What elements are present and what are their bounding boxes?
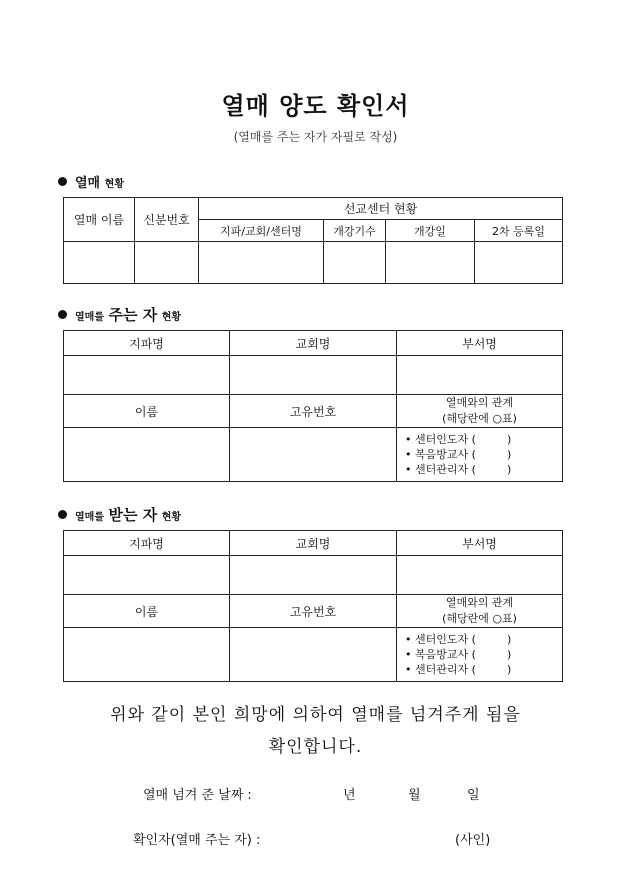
input-name[interactable] (64, 428, 230, 482)
bullet-icon (58, 310, 67, 319)
relation-instruction: (해당란에 ○표) (442, 612, 517, 625)
input-branch[interactable] (64, 556, 230, 595)
page-subtitle: (열매를 주는 자가 자필로 작성) (233, 130, 398, 144)
option-center-leader[interactable]: • 센터인도자 ( ) (405, 633, 512, 646)
header-name: 이름 (64, 595, 230, 628)
input-department[interactable] (397, 356, 563, 395)
signature-label: (사인) (455, 833, 491, 848)
header-branch: 지파명 (64, 531, 230, 556)
header-church: 교회명 (230, 531, 397, 556)
section-label-small: 열매를 (75, 512, 104, 523)
section-receiver-heading (58, 504, 181, 525)
relation-label: 열매와의 관계 (445, 396, 514, 409)
section-fruit-status-heading (58, 172, 124, 191)
header-branch: 지파명 (64, 331, 230, 356)
statement-line-1: 위와 같이 본인 희망에 의하여 열매를 넘겨주게 됨을 (110, 705, 521, 725)
header-center-status: 선교센터 현황 (199, 198, 563, 220)
relation-label: 열매와의 관계 (445, 596, 514, 609)
header-sessions: 개강기수 (324, 220, 386, 242)
header-second-registration: 2차 등록일 (475, 220, 563, 242)
day-label: 일 (467, 788, 480, 803)
section-label-small: 현황 (104, 179, 124, 190)
relation-options (397, 628, 563, 682)
giver-table (63, 330, 563, 482)
input-second-registration[interactable] (475, 242, 563, 284)
header-unique-number: 고유번호 (230, 395, 397, 428)
option-gospel-teacher[interactable]: • 복음방교사 ( ) (405, 448, 512, 461)
confirmer-label: 확인자(열매 주는 자) : (133, 833, 261, 848)
input-church[interactable] (230, 356, 397, 395)
input-department[interactable] (397, 556, 563, 595)
section-label-small: 열매를 (75, 312, 104, 323)
option-center-leader[interactable]: • 센터인도자 ( ) (405, 433, 512, 446)
header-unique-number: 고유번호 (230, 595, 397, 628)
statement-line-2: 확인합니다. (268, 737, 363, 757)
header-name: 이름 (64, 395, 230, 428)
relation-instruction: (해당란에 ○표) (442, 412, 517, 425)
input-unique-number[interactable] (230, 628, 397, 682)
year-label: 년 (343, 788, 356, 803)
receiver-table (63, 530, 563, 682)
header-relation (397, 395, 563, 428)
header-id-number: 신분번호 (135, 198, 199, 242)
month-label: 월 (408, 788, 421, 803)
option-center-manager[interactable]: • 센터관리자 ( ) (405, 463, 512, 476)
option-center-manager[interactable]: • 센터관리자 ( ) (405, 663, 512, 676)
input-branch[interactable] (64, 356, 230, 395)
page-title: 열매 양도 확인서 (221, 92, 410, 120)
input-fruit-name[interactable] (64, 242, 135, 284)
header-department: 부서명 (397, 531, 563, 556)
header-branch-church-center: 지파/교회/센터명 (199, 220, 324, 242)
header-open-date: 개강일 (386, 220, 475, 242)
header-church: 교회명 (230, 331, 397, 356)
relation-options (397, 428, 563, 482)
input-name[interactable] (64, 628, 230, 682)
date-label: 열매 넘겨 준 날짜 : (143, 788, 252, 803)
input-church[interactable] (230, 556, 397, 595)
section-giver-heading (58, 304, 181, 325)
input-open-date[interactable] (386, 242, 475, 284)
header-department: 부서명 (397, 331, 563, 356)
bullet-icon (58, 510, 67, 519)
fruit-status-table (63, 197, 563, 284)
section-label: 받는 자 (108, 506, 158, 524)
header-relation (397, 595, 563, 628)
input-unique-number[interactable] (230, 428, 397, 482)
option-gospel-teacher[interactable]: • 복음방교사 ( ) (405, 648, 512, 661)
input-id-number[interactable] (135, 242, 199, 284)
section-label: 주는 자 (108, 306, 158, 324)
section-label-small: 현황 (161, 312, 182, 323)
bullet-icon (58, 177, 67, 186)
input-branch-church-center[interactable] (199, 242, 324, 284)
section-label-small: 현황 (161, 512, 182, 523)
section-label: 열매 (75, 176, 101, 191)
header-fruit-name: 열매 이름 (64, 198, 135, 242)
input-sessions[interactable] (324, 242, 386, 284)
